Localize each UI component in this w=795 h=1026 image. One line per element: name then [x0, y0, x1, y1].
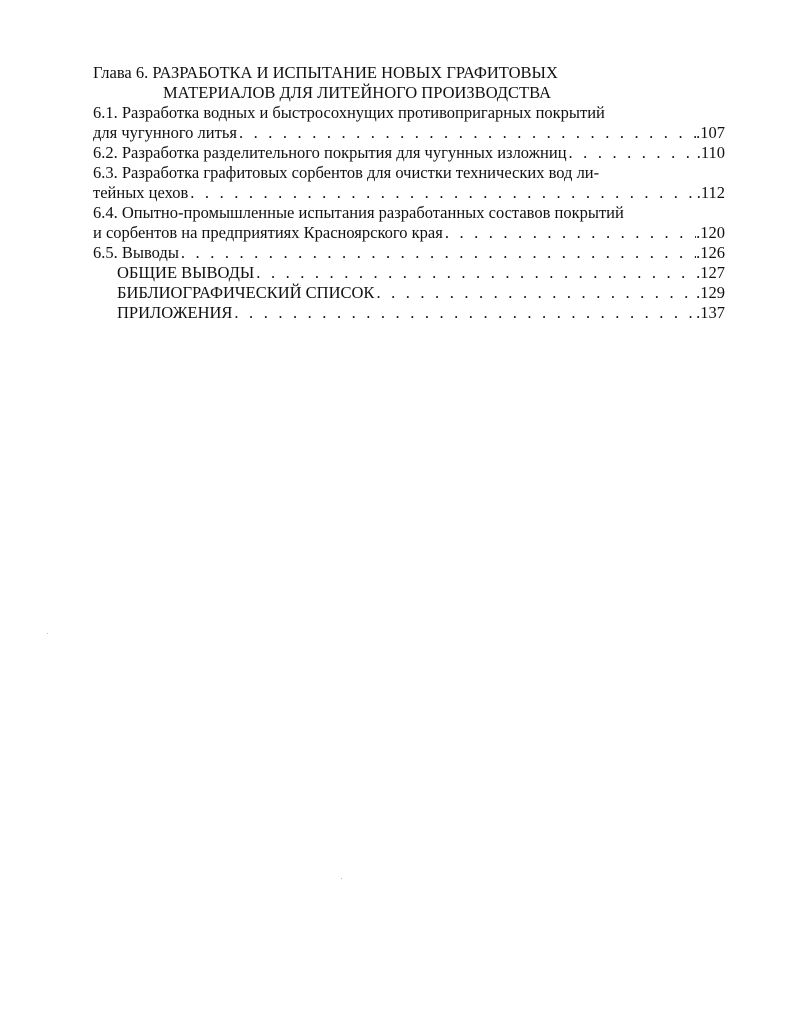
chapter-heading-line-2: МАТЕРИАЛОВ ДЛЯ ЛИТЕЙНОГО ПРОИЗВОДСТВА	[163, 83, 552, 102]
page-number: .127	[696, 263, 725, 282]
toc-entry-text: БИБЛИОГРАФИЧЕСКИЙ СПИСОК	[117, 283, 375, 302]
page-number: .137	[696, 303, 725, 322]
toc-entry-6-4-line-1: 6.4. Опытно-промышленные испытания разработанных составов покрытий	[93, 203, 624, 222]
page-number: .110	[696, 143, 725, 162]
toc-entry-text: 6.2. Разработка разделительного покрытия для чугунных изложниц	[93, 143, 567, 162]
page-number: .126	[696, 243, 725, 262]
toc-entry-text: для чугунного литья	[93, 123, 237, 142]
toc-entry-bibliography	[93, 283, 725, 303]
toc-entry-text: тейных цехов	[93, 183, 189, 202]
page-number: .129	[696, 283, 725, 302]
toc-entry-6-1-line-1: 6.1. Разработка водных и быстросохнущих противопригарных покрытий	[93, 103, 605, 122]
toc-entry-appendices	[93, 303, 725, 323]
dot-leader	[179, 243, 696, 263]
toc-entry-text: 6.5. Выводы	[93, 243, 179, 262]
chapter-heading-line-1: Глава 6. РАЗРАБОТКА И ИСПЫТАНИЕ НОВЫХ ГРАФИТОВЫХ	[93, 63, 558, 82]
scan-speck	[47, 633, 48, 634]
scan-speck	[341, 878, 342, 879]
toc-entry-text: ПРИЛОЖЕНИЯ	[117, 303, 233, 322]
toc-entry-text: и сорбентов на предприятиях Красноярского края	[93, 223, 443, 242]
dot-leader	[443, 223, 696, 243]
dot-leader	[237, 123, 696, 143]
page-number: .112	[696, 183, 725, 202]
page-number: .120	[696, 223, 725, 242]
toc-entry-text: ОБЩИЕ ВЫВОДЫ	[117, 263, 255, 282]
toc-entry-6-4-line-2	[93, 223, 725, 243]
toc-entry-6-5	[93, 243, 725, 263]
toc-entry-6-2	[93, 143, 725, 163]
toc-entry-6-3-line-1: 6.3. Разработка графитовых сорбентов для очистки технических вод ли-	[93, 163, 600, 182]
page-number: .107	[696, 123, 725, 142]
dot-leader	[254, 263, 696, 283]
toc-entry-6-1-line-2	[93, 123, 725, 143]
dot-leader	[567, 143, 697, 163]
dot-leader	[374, 283, 696, 303]
dot-leader	[188, 183, 696, 203]
dot-leader	[232, 303, 696, 323]
toc-entry-general-conclusions	[93, 263, 725, 283]
toc-entry-6-3-line-2	[93, 183, 725, 203]
table-of-contents	[93, 63, 725, 323]
